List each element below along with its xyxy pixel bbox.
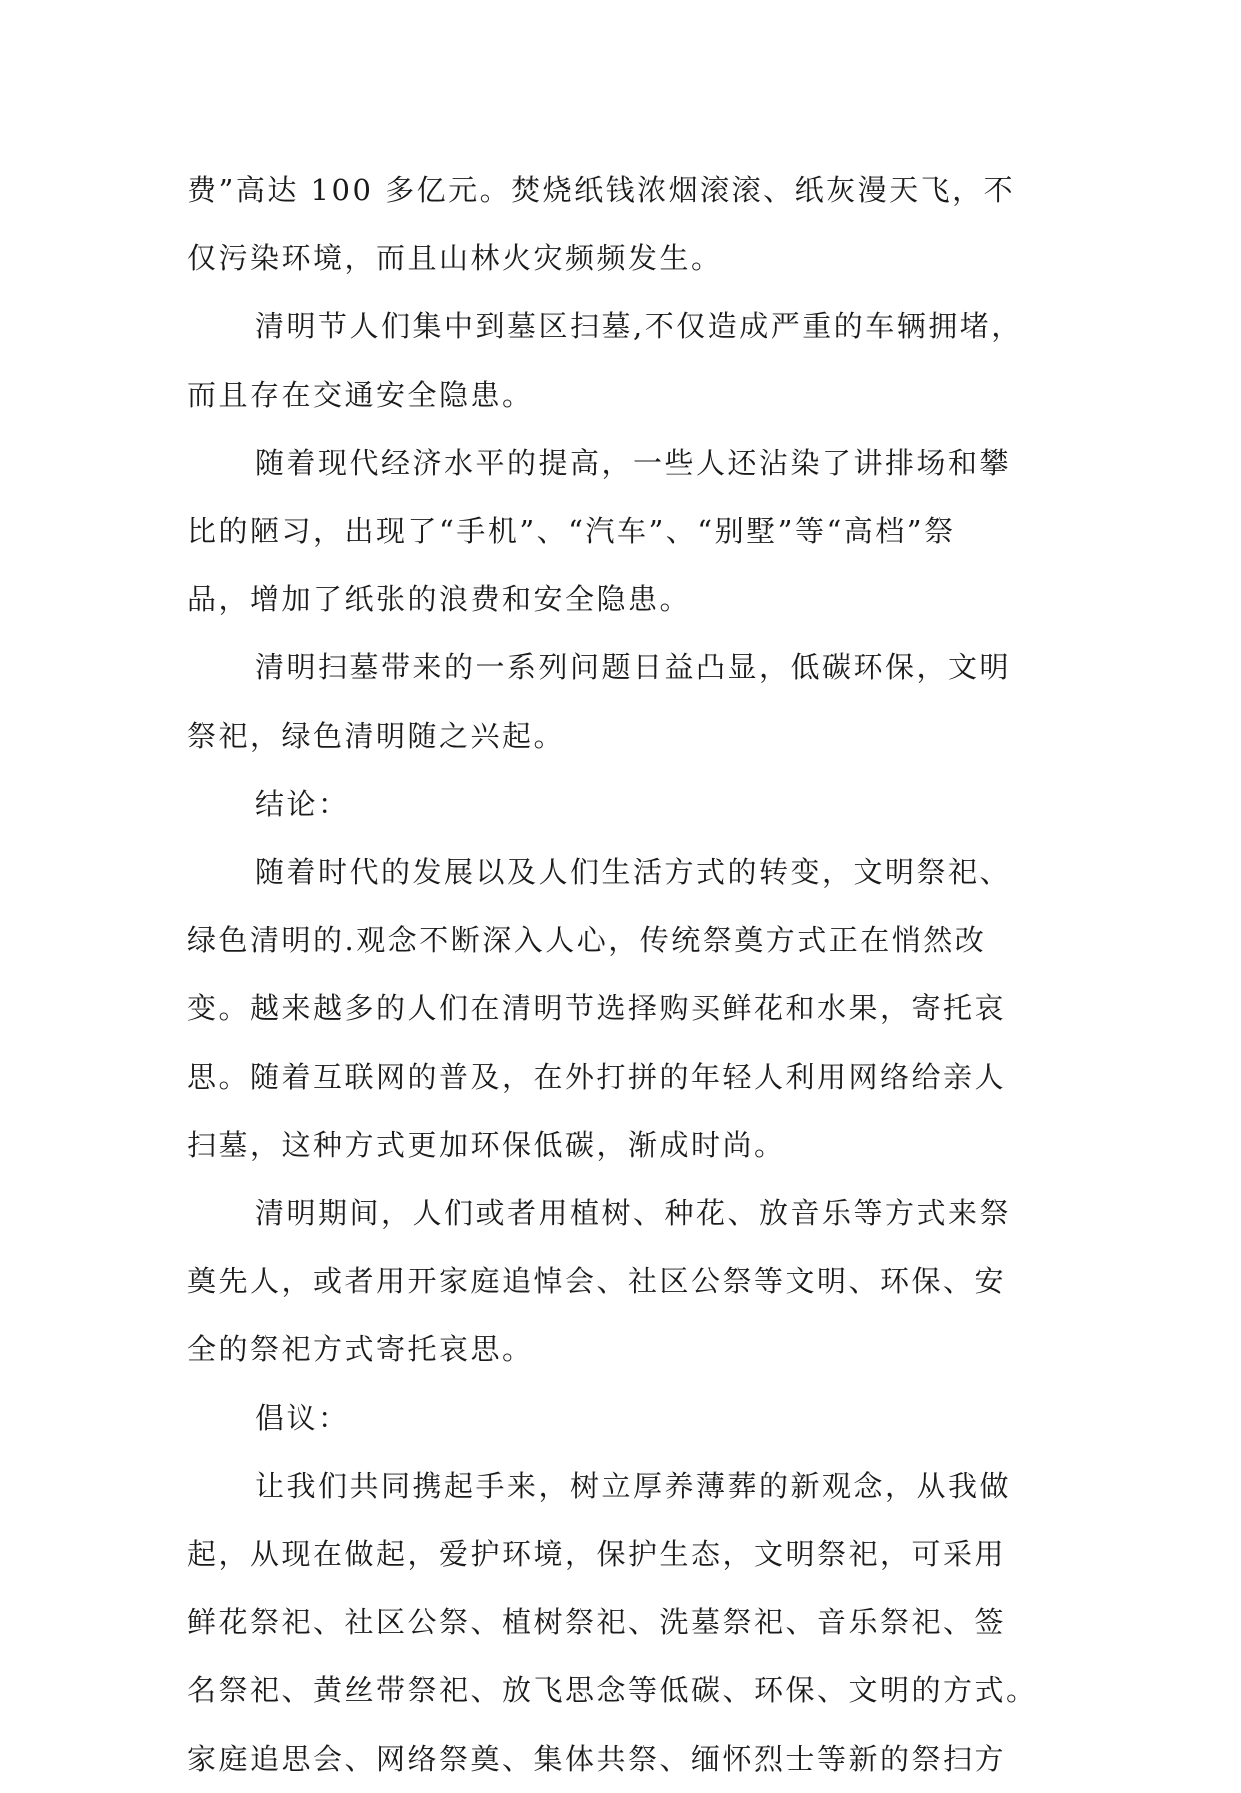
text-line: 祭祀，绿色清明随之兴起。 <box>187 718 566 753</box>
text-line: 奠先人，或者用开家庭追悼会、社区公祭等文明、环保、安 <box>187 1264 1007 1299</box>
text-line: 费”高达 100 多亿元。焚烧纸钱浓烟滚滚、纸灰漫天飞，不 <box>187 173 1016 207</box>
section-heading-proposal: 倡议： <box>255 1400 350 1435</box>
text-line: 起，从现在做起，爱护环境，保护生态，文明祭祀，可采用 <box>187 1537 1007 1572</box>
text-line: 清明期间，人们或者用植树、种花、放音乐等方式来祭 <box>255 1196 1012 1231</box>
section-heading-conclusion: 结论： <box>255 786 350 821</box>
text-line: 家庭追思会、网络祭奠、集体共祭、缅怀烈士等新的祭扫方 <box>187 1741 1007 1776</box>
text-line: 比的陋习，出现了“手机”、“汽车”、“别墅”等“高档”祭 <box>187 514 956 549</box>
document-body <box>187 156 1083 1793</box>
text-line: 清明节人们集中到墓区扫墓,不仅造成严重的车辆拥堵， <box>255 309 1023 344</box>
text-line: 清明扫墓带来的一系列问题日益凸显，低碳环保，文明 <box>255 650 1012 685</box>
text-line: 让我们共同携起手来，树立厚养薄葬的新观念，从我做 <box>255 1468 1012 1503</box>
text-line: 名祭祀、黄丝带祭祀、放飞思念等低碳、环保、文明的方式。 <box>187 1673 1038 1708</box>
text-line: 品，增加了纸张的浪费和安全隐患。 <box>187 582 692 617</box>
text-line: 变。越来越多的人们在清明节选择购买鲜花和水果，寄托哀 <box>187 991 1007 1026</box>
text-line: 全的祭祀方式寄托哀思。 <box>187 1332 534 1367</box>
text-line: 仅污染环境，而且山林火灾频频发生。 <box>187 241 723 276</box>
text-line: 而且存在交通安全隐患。 <box>187 377 534 412</box>
text-line: 思。随着互联网的普及，在外打拼的年轻人利用网络给亲人 <box>187 1059 1007 1094</box>
text-line: 扫墓，这种方式更加环保低碳，渐成时尚。 <box>187 1127 786 1162</box>
text-line: 鲜花祭祀、社区公祭、植树祭祀、洗墓祭祀、音乐祭祀、签 <box>187 1605 1007 1640</box>
text-line: 随着时代的发展以及人们生活方式的转变，文明祭祀、 <box>255 855 1012 890</box>
text-line: 绿色清明的.观念不断深入人心，传统祭奠方式正在悄然改 <box>187 923 987 958</box>
text-line: 随着现代经济水平的提高，一些人还沾染了讲排场和攀 <box>255 445 1012 480</box>
